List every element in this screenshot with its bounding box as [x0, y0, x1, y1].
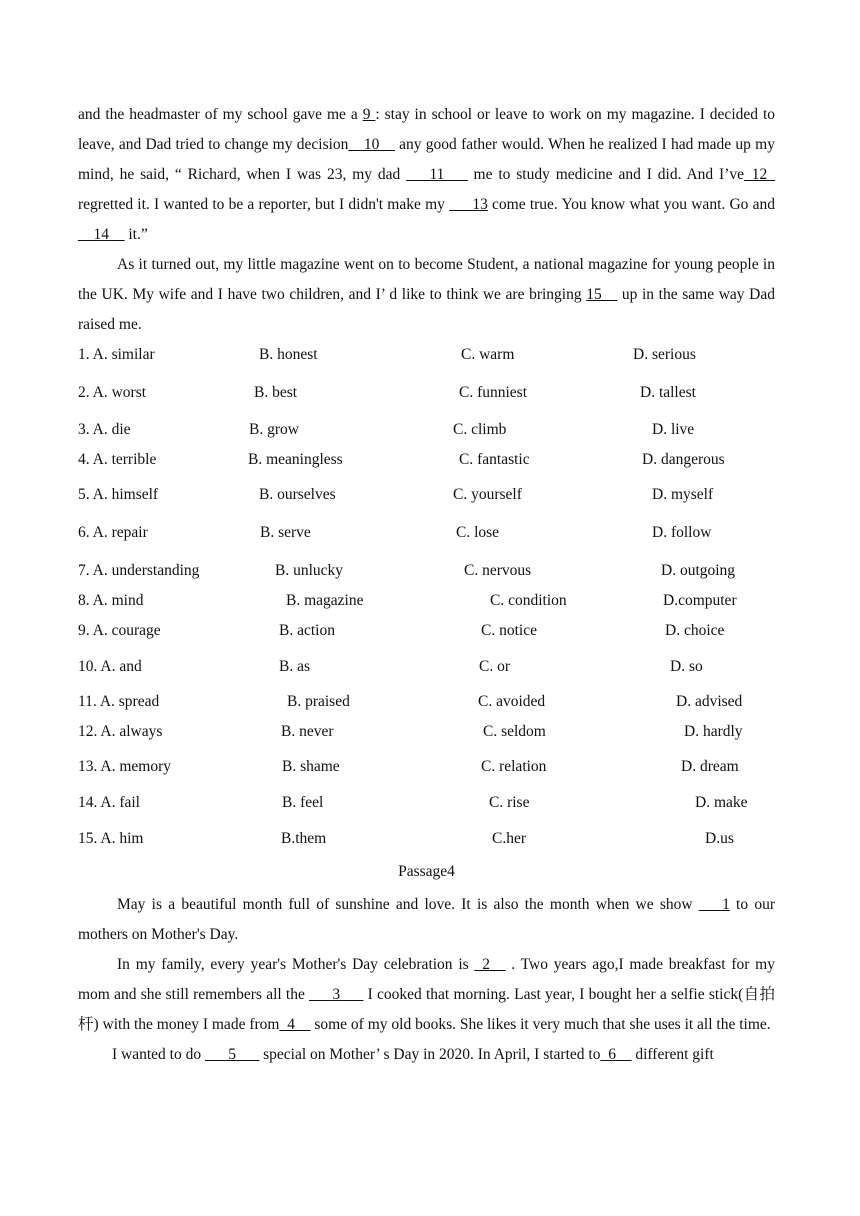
paragraph	[78, 890, 775, 950]
paragraph-text: any good father would. When he realized I had made up my mind, he said, “ Richard, when I was 23, my dad	[78, 136, 775, 183]
option-a[interactable]: 5. A. himself	[78, 486, 159, 503]
option-c[interactable]: C. rise	[489, 794, 530, 811]
passage3-tail	[78, 100, 775, 340]
option-a[interactable]: 8. A. mind	[78, 592, 144, 609]
paragraph	[78, 100, 775, 250]
answer-blank: ___1	[698, 896, 730, 913]
paragraph-text: As it turned out, my little magazine went on to become Student, a national magazine for young people in the UK. My wife and I have two children, and I’ d like to think we are bringing	[78, 256, 775, 303]
option-b[interactable]: B. magazine	[286, 592, 364, 609]
option-a[interactable]: 10. A. and	[78, 658, 142, 675]
option-row	[78, 687, 775, 717]
options-list	[78, 340, 775, 854]
option-d[interactable]: D. hardly	[684, 723, 743, 740]
option-a[interactable]: 3. A. die	[78, 421, 131, 438]
option-d[interactable]: D. outgoing	[661, 562, 736, 579]
paragraph-text: . Two years ago,I made breakfast for my mom and she still remembers all the	[78, 956, 775, 1003]
option-c[interactable]: C. yourself	[453, 486, 522, 503]
option-b[interactable]: B. grow	[249, 421, 299, 438]
answer-blank: _2__	[474, 956, 506, 973]
passage4-body	[78, 890, 775, 1070]
option-c[interactable]: C. seldom	[483, 723, 546, 740]
paragraph-text: In my family, every year's Mother's Day celebration is	[117, 956, 475, 973]
answer-blank: 15__	[586, 286, 618, 303]
option-row	[78, 586, 775, 616]
option-a[interactable]: 9. A. courage	[78, 622, 161, 639]
paragraph	[78, 950, 775, 1040]
option-a[interactable]: 15. A. him	[78, 830, 144, 847]
option-c[interactable]: C. lose	[456, 524, 500, 541]
option-b[interactable]: B.them	[281, 830, 327, 847]
option-b[interactable]: B. meaningless	[248, 451, 343, 468]
option-b[interactable]: B. shame	[282, 758, 340, 775]
option-c[interactable]: C. notice	[481, 622, 537, 639]
option-a[interactable]: 4. A. terrible	[78, 451, 157, 468]
option-row	[78, 556, 775, 586]
paragraph-text: regretted it. I wanted to be a reporter, but I didn't make my	[78, 196, 450, 213]
option-a[interactable]: 14. A. fail	[78, 794, 140, 811]
option-row	[78, 616, 775, 646]
paragraph-text: to our mothers on Mother's Day.	[78, 896, 776, 943]
option-row	[78, 652, 775, 682]
paragraph-text: I cooked that morning. Last year, I bought her a selfie stick(自拍杆) with the money I made from	[78, 986, 775, 1033]
option-b[interactable]: B. serve	[260, 524, 311, 541]
paragraph-text: come true. You know what you want. Go and	[487, 196, 775, 213]
option-c[interactable]: C.her	[492, 830, 527, 847]
option-c[interactable]: C. climb	[453, 421, 507, 438]
answer-blank: __10__	[348, 136, 395, 153]
option-row	[78, 340, 775, 370]
option-d[interactable]: D. advised	[676, 693, 743, 710]
option-d[interactable]: D. tallest	[640, 384, 696, 401]
paragraph-text: it.”	[124, 226, 148, 243]
option-b[interactable]: B. feel	[282, 794, 324, 811]
option-d[interactable]: D. myself	[652, 486, 714, 503]
option-row	[78, 445, 775, 475]
answer-blank: _6__	[600, 1046, 632, 1063]
option-d[interactable]: D.us	[705, 830, 734, 847]
option-d[interactable]: D. choice	[665, 622, 725, 639]
option-c[interactable]: C. relation	[481, 758, 547, 775]
option-a[interactable]: 11. A. spread	[78, 693, 160, 710]
option-c[interactable]: C. or	[479, 658, 510, 675]
paragraph-text: different gift	[631, 1046, 714, 1063]
option-a[interactable]: 13. A. memory	[78, 758, 171, 775]
paragraph-text: me to study medicine and I did. And I’ve	[467, 166, 745, 183]
option-a[interactable]: 6. A. repair	[78, 524, 148, 541]
option-b[interactable]: B. ourselves	[259, 486, 336, 503]
answer-blank: __14__	[78, 226, 125, 243]
answer-blank: ___11___	[406, 166, 468, 183]
document-page	[78, 100, 775, 1070]
option-b[interactable]: B. action	[279, 622, 335, 639]
paragraph-text: and the headmaster of my school gave me a	[78, 106, 363, 123]
option-d[interactable]: D. so	[670, 658, 703, 675]
option-c[interactable]: C. fantastic	[459, 451, 530, 468]
option-b[interactable]: B. never	[281, 723, 334, 740]
option-d[interactable]: D. dream	[681, 758, 739, 775]
paragraph-text: May is a beautiful month full of sunshine and love. It is also the month when we show	[117, 896, 699, 913]
option-a[interactable]: 12. A. always	[78, 723, 163, 740]
option-row	[78, 788, 775, 818]
option-d[interactable]: D. dangerous	[642, 451, 725, 468]
option-b[interactable]: B. best	[254, 384, 298, 401]
paragraph-text: : stay in school or leave to work on my magazine. I decided to leave, and Dad tried to change my decision	[78, 106, 776, 153]
option-row	[78, 717, 775, 747]
option-d[interactable]: D. live	[652, 421, 695, 438]
option-row	[78, 824, 775, 854]
option-a[interactable]: 2. A. worst	[78, 384, 147, 401]
option-d[interactable]: D. serious	[633, 346, 696, 363]
option-a[interactable]: 1. A. similar	[78, 346, 155, 363]
option-d[interactable]: D. make	[695, 794, 748, 811]
option-row	[78, 518, 775, 548]
option-c[interactable]: C. avoided	[478, 693, 546, 710]
answer-blank: ___5___	[204, 1046, 260, 1063]
option-b[interactable]: B. unlucky	[275, 562, 344, 579]
option-a[interactable]: 7. A. understanding	[78, 562, 200, 579]
paragraph-text: I wanted to do	[112, 1046, 205, 1063]
answer-blank: ___13	[449, 196, 488, 213]
answer-blank: _12_	[744, 166, 776, 183]
option-row	[78, 752, 775, 782]
option-d[interactable]: D.computer	[663, 592, 737, 609]
answer-blank: 9	[362, 106, 376, 123]
option-c[interactable]: C. funniest	[459, 384, 528, 401]
answer-blank: ___3___	[309, 986, 364, 1003]
option-row	[78, 480, 775, 510]
option-b[interactable]: B. honest	[259, 346, 318, 363]
paragraph	[78, 250, 775, 340]
option-b[interactable]: B. praised	[287, 693, 350, 710]
option-row	[78, 415, 775, 445]
passage-title: Passage4	[398, 863, 455, 880]
paragraph-text: special on Mother’ s Day in 2020. In April, I started to	[259, 1046, 601, 1063]
answer-blank: _4__	[279, 1016, 311, 1033]
paragraph	[78, 1040, 775, 1070]
option-b[interactable]: B. as	[279, 658, 310, 675]
option-c[interactable]: C. nervous	[464, 562, 532, 579]
paragraph-text: some of my old books. She likes it very much that she uses it all the time.	[310, 1016, 771, 1033]
option-d[interactable]: D. follow	[652, 524, 712, 541]
paragraph-text: up in the same way Dad raised me.	[78, 286, 775, 333]
option-row	[78, 378, 775, 408]
option-c[interactable]: C. warm	[461, 346, 515, 363]
option-c[interactable]: C. condition	[490, 592, 567, 609]
